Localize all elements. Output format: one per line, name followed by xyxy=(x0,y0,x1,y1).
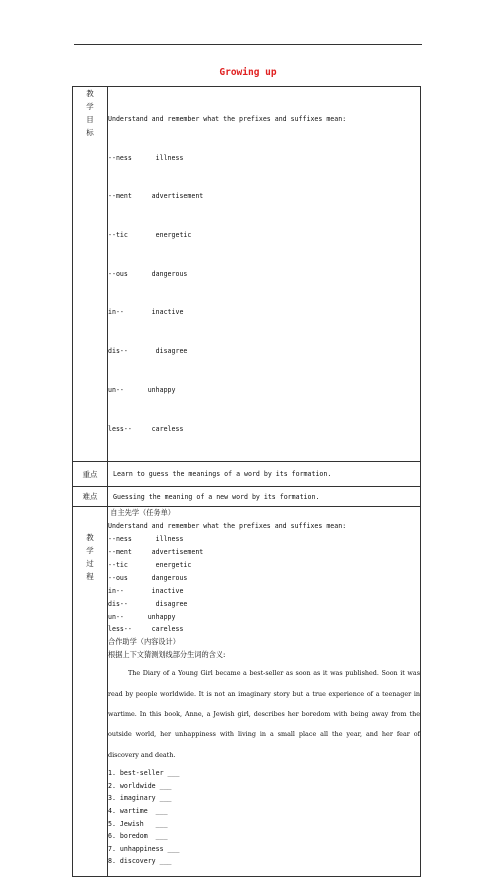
key-point-row xyxy=(73,462,421,487)
affix-pair: in-- inactive xyxy=(108,586,184,595)
difficulty-row xyxy=(73,487,421,507)
objectives-label-char: 标 xyxy=(86,128,94,137)
objectives-label-char: 教 xyxy=(86,89,94,98)
self-study-heading: 自主先学（任务单） xyxy=(108,508,175,518)
affix-pair: un-- unhappy xyxy=(108,385,176,394)
question-item: 6. boredom ___ xyxy=(108,832,168,841)
process-intro: Understand and remember what the prefixes and suffixes mean: xyxy=(108,522,347,531)
passage-text: The Diary of a Young Girl became a best-seller as soon as it was published. Soon it was read by people worldwide. It is not an imaginary story but a true experience of a teenager in wartime. In this book, Anne, a Jewish girl, describes her boredom with being away from the outside world, her unhappiness with living in a small place all the year, and her fear of discovery and death. xyxy=(108,669,420,759)
affix-pair: --ment advertisement xyxy=(108,548,204,556)
objectives-label xyxy=(73,87,108,462)
question-list xyxy=(108,767,420,868)
process-label xyxy=(73,507,108,877)
objectives-row xyxy=(73,87,421,462)
affix-pair: un-- unhappy xyxy=(108,612,176,621)
affix-pair: in-- inactive xyxy=(108,308,184,317)
affix-pair: less-- careless xyxy=(108,625,184,634)
question-item: 7. unhappiness ___ xyxy=(108,844,180,853)
process-label-char: 教 xyxy=(86,533,94,543)
objectives-label-char: 学 xyxy=(86,102,94,111)
key-point-text: Learn to guess the meanings of a word by its formation. xyxy=(108,462,421,487)
objectives-label-char: 目 xyxy=(86,115,94,124)
instruction-text: 根据上下文猜测划线部分生词的含义: xyxy=(108,650,226,660)
affix-pair: dis-- disagree xyxy=(108,599,188,608)
process-row xyxy=(73,507,421,877)
page-title: Growing up xyxy=(219,67,277,78)
objectives-content xyxy=(108,87,421,462)
affix-pair: --ness illness xyxy=(108,535,184,544)
header-rule xyxy=(74,44,422,45)
question-item: 5. Jewish ___ xyxy=(108,819,168,828)
affix-pair: --ness illness xyxy=(108,153,184,162)
affix-pair: --ment advertisement xyxy=(108,192,204,201)
process-label-char: 学 xyxy=(86,546,94,556)
process-content xyxy=(108,507,421,877)
question-item: 1. best-seller ___ xyxy=(108,769,180,778)
lesson-plan-table xyxy=(72,86,421,877)
question-item: 2. worldwide ___ xyxy=(108,781,172,790)
reading-passage xyxy=(108,663,420,765)
difficulty-text: Guessing the meaning of a new word by its formation. xyxy=(108,487,421,507)
affix-pair: --tic energetic xyxy=(108,230,192,239)
affix-pair: dis-- disagree xyxy=(108,347,188,356)
affix-pair: --ous dangerous xyxy=(108,269,188,278)
question-item: 8. discovery ___ xyxy=(108,857,172,866)
question-item: 3. imaginary ___ xyxy=(108,794,172,803)
question-item: 4. wartime ___ xyxy=(108,806,168,815)
objectives-intro: Understand and remember what the prefixes and suffixes mean: xyxy=(108,114,347,123)
process-label-char: 程 xyxy=(86,572,94,582)
cooperate-heading: 合作助学（内容设计） xyxy=(108,637,180,647)
affix-pair: --ous dangerous xyxy=(108,573,188,582)
difficulty-label: 难点 xyxy=(73,487,108,507)
affix-pair: less-- careless xyxy=(108,424,184,433)
key-point-label: 重点 xyxy=(73,462,108,487)
affix-pair: --tic energetic xyxy=(108,560,192,569)
process-label-char: 过 xyxy=(86,559,94,569)
